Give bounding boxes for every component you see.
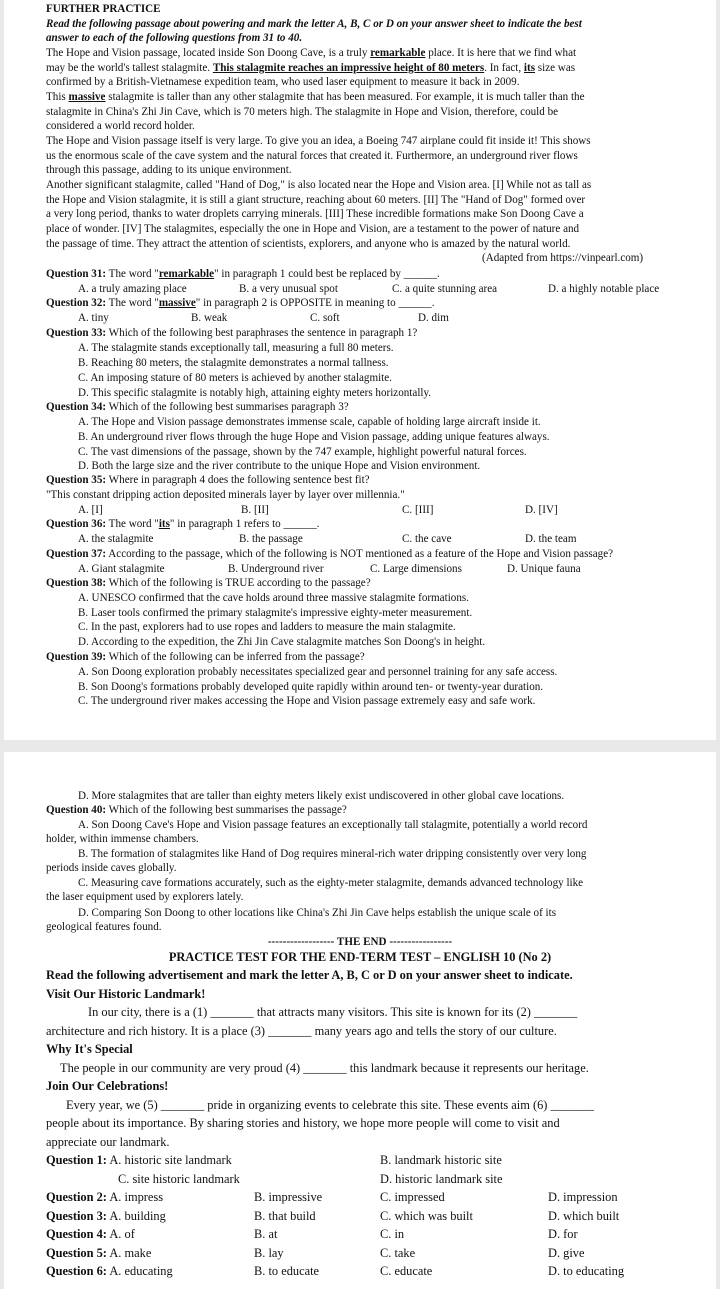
passage-p4-line-2: the Hope and Vision stalagmite, it is still a giant structure, reaching about 60 meters. [II] The "Hand of Dog" formed over xyxy=(46,194,586,206)
q34-option-b[interactable]: B. An underground river flows through the huge Hope and Vision passage, adding unique features always. xyxy=(78,431,550,443)
q3-option-d[interactable]: D. which built xyxy=(548,1209,620,1223)
question-34-stem: Question 34: Which of the following best summarises paragraph 3? xyxy=(46,401,349,413)
q6-option-a[interactable]: A. educating xyxy=(109,1264,173,1278)
worksheet-page-1 xyxy=(4,0,716,740)
ad-text-5: people about its importance. By sharing stories and history, we hope more people will come to visit and xyxy=(46,1116,560,1130)
ad-heading-1: Visit Our Historic Landmark! xyxy=(46,987,206,1001)
q4-option-c[interactable]: C. in xyxy=(380,1227,405,1241)
question-37-stem: Question 37: According to the passage, which of the following is NOT mentioned as a feature of the Hope and Vision passage? xyxy=(46,548,614,560)
q4-option-a[interactable]: A. of xyxy=(109,1227,135,1241)
q38-option-a[interactable]: A. UNESCO confirmed that the cave holds around three massive stalagmite formations. xyxy=(78,592,469,604)
passage-p4-line-3: a very long period, thanks to water droplets carrying minerals. [III] These incredible formations make Son Doong Cave a xyxy=(46,208,584,220)
instruction-line-2: answer to each of the following questions from 31 to 40. xyxy=(46,32,303,44)
q36-option-d[interactable]: D. the team xyxy=(525,533,577,545)
passage-p3-line-3: through this passage, adding to its unique environment. xyxy=(46,164,292,176)
ad-text-6: appreciate our landmark. xyxy=(46,1135,170,1149)
passage-p1-line-3: confirmed by a British-Vietnamese expedition team, who used laser equipment to measure it back in 2009. xyxy=(46,76,520,88)
q31-option-a[interactable]: A. a truly amazing place xyxy=(78,283,187,295)
passage-p4-line-5: the passage of time. They attract the attention of scientists, explorers, and anyone who is amazed by the natural world. xyxy=(46,238,571,250)
question-5-row: Question 5: A. make xyxy=(46,1246,152,1260)
q37-option-d[interactable]: D. Unique fauna xyxy=(507,563,581,575)
ad-heading-2: Why It's Special xyxy=(46,1042,133,1056)
passage-p4-line-1: Another significant stalagmite, called "Hand of Dog," is also located near the Hope and Vision area. [I] While not as tall as xyxy=(46,179,592,191)
section-heading: FURTHER PRACTICE xyxy=(46,3,161,15)
q40-option-d-cont: geological features found. xyxy=(46,921,162,933)
q5-option-a[interactable]: A. make xyxy=(109,1246,152,1260)
passage-p1-line-2: may be the world's tallest stalagmite. This stalagmite reaches an impressive height of 80 meters. In fact, its size was xyxy=(46,62,576,74)
instruction-line-1: Read the following passage about powering and mark the letter A, B, C or D on your answer sheet to indicate the best xyxy=(46,18,582,30)
question-32-stem: Question 32: The word "massive" in paragraph 2 is OPPOSITE in meaning to ______. xyxy=(46,297,435,309)
question-1-row: Question 1: A. historic site landmark xyxy=(46,1153,232,1167)
q5-option-d[interactable]: D. give xyxy=(548,1246,585,1260)
q39-option-c[interactable]: C. The underground river makes accessing the Hope and Vision passage extremely easy and safe work. xyxy=(78,695,536,707)
ad-text-2: architecture and rich history. It is a place (3) _______ many years ago and tells the story of our culture. xyxy=(46,1024,557,1038)
q40-option-c[interactable]: C. Measuring cave formations accurately, such as the eighty-meter stalagmite, demands advanced technology like xyxy=(78,877,584,889)
q1-option-d[interactable]: D. historic landmark site xyxy=(380,1172,503,1186)
q35-option-c[interactable]: C. [III] xyxy=(402,504,434,516)
q34-option-c[interactable]: C. The vast dimensions of the passage, shown by the 747 example, highlight powerful natural forces. xyxy=(78,446,527,458)
q40-option-a-cont: holder, within immense chambers. xyxy=(46,833,199,845)
q36-option-c[interactable]: C. the cave xyxy=(402,533,452,545)
q2-option-b[interactable]: B. impressive xyxy=(254,1190,323,1204)
passage-p1-line-1: The Hope and Vision passage, located inside Son Doong Cave, is a truly remarkable place. It is here that we find what xyxy=(46,47,577,59)
q39-option-b[interactable]: B. Son Doong's formations probably developed quite rapidly within around ten- or twenty-year duration. xyxy=(78,681,544,693)
q36-option-b[interactable]: B. the passage xyxy=(239,533,303,545)
passage-source: (Adapted from https://vinpearl.com) xyxy=(482,252,644,264)
q40-option-b[interactable]: B. The formation of stalagmites like Hand of Dog requires mineral-rich water dripping consistently over very long xyxy=(78,848,587,860)
q36-option-a[interactable]: A. the stalagmite xyxy=(78,533,154,545)
question-36-stem: Question 36: The word "its" in paragraph 1 refers to ______. xyxy=(46,518,320,530)
q3-option-c[interactable]: C. which was built xyxy=(380,1209,473,1223)
question-6-row: Question 6: A. educating xyxy=(46,1264,173,1278)
q33-option-c[interactable]: C. An imposing stature of 80 meters is achieved by another stalagmite. xyxy=(78,372,392,384)
q4-option-b[interactable]: B. at xyxy=(254,1227,278,1241)
q39-option-a[interactable]: A. Son Doong exploration probably necessitates specialized gear and personnel training for any safe access. xyxy=(78,666,558,678)
q32-option-c[interactable]: C. soft xyxy=(310,312,340,324)
question-33-stem: Question 33: Which of the following best paraphrases the sentence in paragraph 1? xyxy=(46,327,418,339)
question-35-stem: Question 35: Where in paragraph 4 does the following sentence best fit? xyxy=(46,474,370,486)
q40-option-c-cont: the laser equipment used by explorers lately. xyxy=(46,891,244,903)
question-2-row: Question 2: A. impress xyxy=(46,1190,164,1204)
q33-option-b[interactable]: B. Reaching 80 meters, the stalagmite demonstrates a normal tallness. xyxy=(78,357,389,369)
q1-option-b[interactable]: B. landmark historic site xyxy=(380,1153,502,1167)
q31-option-d[interactable]: D. a highly notable place xyxy=(548,283,660,295)
question-40-stem: Question 40: Which of the following best summarises the passage? xyxy=(46,804,347,816)
q3-option-a[interactable]: A. building xyxy=(109,1209,166,1223)
question-39-stem: Question 39: Which of the following can be inferred from the passage? xyxy=(46,651,365,663)
question-4-row: Question 4: A. of xyxy=(46,1227,135,1241)
q5-option-c[interactable]: C. take xyxy=(380,1246,416,1260)
question-3-row: Question 3: A. building xyxy=(46,1209,166,1223)
q2-option-a[interactable]: A. impress xyxy=(109,1190,164,1204)
the-end-divider: ------------------ THE END ----------------- xyxy=(267,936,453,948)
q38-option-c[interactable]: C. In the past, explorers had to use ropes and ladders to measure the main stalagmite. xyxy=(78,621,456,633)
passage-p4-line-4: place of wonder. [IV] The stalagmites, especially the one in Hope and Vision, are a testament to the power of nature and xyxy=(46,223,580,235)
q6-option-d[interactable]: D. to educating xyxy=(548,1264,625,1278)
q38-option-d[interactable]: D. According to the expedition, the Zhi Jin Cave stalagmite matches Son Doong's in height. xyxy=(78,636,486,648)
q3-option-b[interactable]: B. that build xyxy=(254,1209,316,1223)
q6-option-c[interactable]: C. educate xyxy=(380,1264,433,1278)
q37-option-c[interactable]: C. Large dimensions xyxy=(370,563,462,575)
passage-p2-line-3: considered a world record holder. xyxy=(46,120,195,132)
q35-quote: "This constant dripping action deposited minerals layer by layer over millennia." xyxy=(46,489,405,501)
q39-option-d[interactable]: D. More stalagmites that are taller than eighty meters likely exist undiscovered in other global cave locations. xyxy=(78,790,565,802)
ad-text-4: Every year, we (5) _______ pride in organizing events to celebrate this site. These events aim (6) _______ xyxy=(66,1098,594,1112)
passage-p2-line-1: This massive stalagmite is taller than any other stalagmite that has been measured. For example, it is much taller than the xyxy=(46,91,585,103)
q32-option-d[interactable]: D. dim xyxy=(418,312,449,324)
q40-option-a[interactable]: A. Son Doong Cave's Hope and Vision passage features an exceptionally tall stalagmite, potentially a world record xyxy=(78,819,588,831)
passage-p3-line-2: us the enormous scale of the cave system and the natural forces that created it. Furthermore, an underground river flows xyxy=(46,150,578,162)
ad-instruction: Read the following advertisement and mark the letter A, B, C or D on your answer sheet to indicate. xyxy=(46,968,573,982)
q6-option-b[interactable]: B. to educate xyxy=(254,1264,320,1278)
q35-option-a[interactable]: A. [I] xyxy=(78,504,103,516)
ad-text-1: In our city, there is a (1) _______ that attracts many visitors. This site is known for its (2) _______ xyxy=(88,1005,578,1019)
q32-option-a[interactable]: A. tiny xyxy=(78,312,109,324)
passage-p2-line-2: stalagmite in China's Zhi Jin Cave, which is 70 meters high. The stalagmite in Hope and Vision, therefore, could be xyxy=(46,106,559,118)
q1-option-c[interactable]: C. site historic landmark xyxy=(118,1172,240,1186)
passage-p3-line-1: The Hope and Vision passage itself is very large. To give you an idea, a Boeing 747 airplane could fit inside it! This shows xyxy=(46,135,591,147)
question-38-stem: Question 38: Which of the following is TRUE according to the passage? xyxy=(46,577,371,589)
ad-heading-3: Join Our Celebrations! xyxy=(46,1079,169,1093)
q5-option-b[interactable]: B. lay xyxy=(254,1246,284,1260)
q4-option-d[interactable]: D. for xyxy=(548,1227,578,1241)
q37-option-a[interactable]: A. Giant stalagmite xyxy=(78,563,165,575)
question-31-stem: Question 31: The word "remarkable" in paragraph 1 could best be replaced by ______. xyxy=(46,268,440,280)
q33-option-d[interactable]: D. This specific stalagmite is notably high, attaining eighty meters horizontally. xyxy=(78,387,432,399)
q38-option-b[interactable]: B. Laser tools confirmed the primary stalagmite's impressive eighty-meter measurement. xyxy=(78,607,473,619)
worksheet-page-2 xyxy=(4,752,716,1289)
q34-option-a[interactable]: A. The Hope and Vision passage demonstrates immense scale, capable of holding large aircraft inside it. xyxy=(78,416,541,428)
q37-option-b[interactable]: B. Underground river xyxy=(228,563,324,575)
q34-option-d[interactable]: D. Both the large size and the river contribute to the unique Hope and Vision environment. xyxy=(78,460,481,472)
q33-option-a[interactable]: A. The stalagmite stands exceptionally tall, measuring a full 80 meters. xyxy=(78,342,394,354)
ad-text-3: The people in our community are very proud (4) _______ this landmark because it represents our heritage. xyxy=(60,1061,589,1075)
q31-option-b[interactable]: B. a very unusual spot xyxy=(239,283,338,295)
q31-option-c[interactable]: C. a quite stunning area xyxy=(392,283,498,295)
q35-option-b[interactable]: B. [II] xyxy=(241,504,269,516)
test-title: PRACTICE TEST FOR THE END-TERM TEST – ENGLISH 10 (No 2) xyxy=(168,950,552,964)
q35-option-d[interactable]: D. [IV] xyxy=(525,504,558,516)
q40-option-d[interactable]: D. Comparing Son Doong to other locations like China's Zhi Jin Cave helps establish the unique scale of its xyxy=(78,907,557,919)
q40-option-b-cont: periods inside caves globally. xyxy=(46,862,177,874)
q2-option-d[interactable]: D. impression xyxy=(548,1190,618,1204)
q2-option-c[interactable]: C. impressed xyxy=(380,1190,445,1204)
q32-option-b[interactable]: B. weak xyxy=(191,312,228,324)
q1-option-a[interactable]: A. historic site landmark xyxy=(109,1153,232,1167)
